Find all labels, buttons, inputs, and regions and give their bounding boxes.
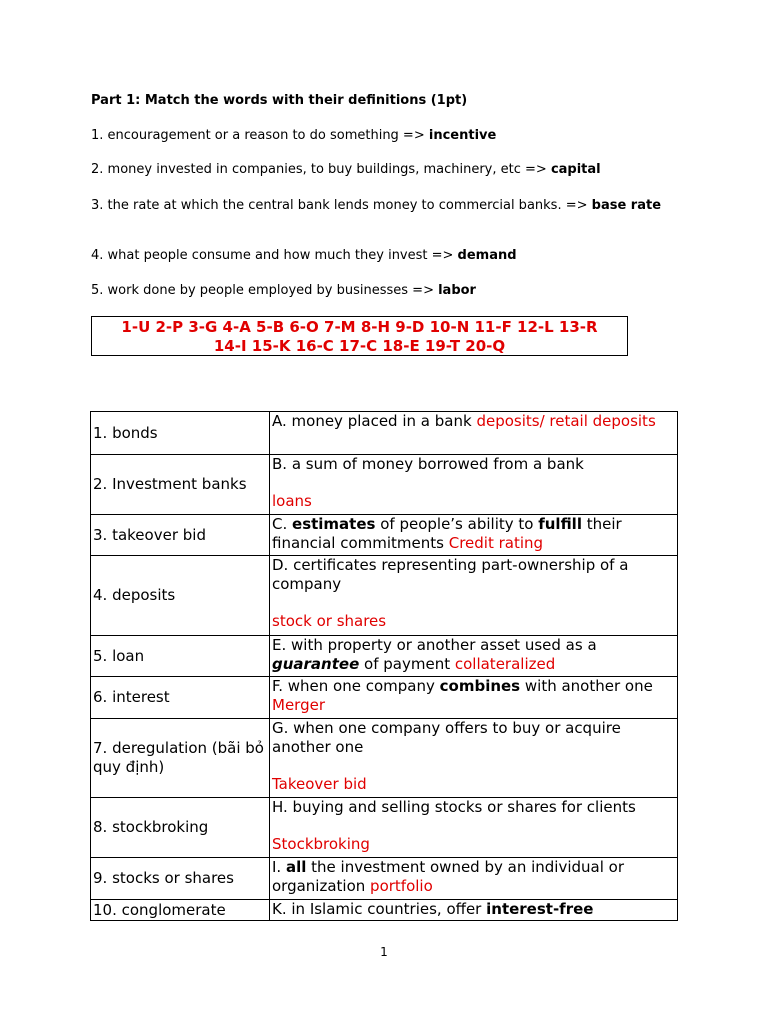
term-cell: 3. takeover bid xyxy=(91,515,270,556)
term-cell: 5. loan xyxy=(91,636,270,677)
question-5: 5. work done by people employed by businesses => labor xyxy=(91,283,476,298)
answer-text: collateralized xyxy=(454,655,556,673)
term-cell: 2. Investment banks xyxy=(91,455,270,515)
answer-key-line-2: 14-I 15-K 16-C 17-C 18-E 19-T 20-Q xyxy=(213,337,506,355)
answer-text: stock or shares xyxy=(272,612,387,630)
table-row xyxy=(91,719,678,798)
table-row xyxy=(91,636,678,677)
question-4-answer: demand xyxy=(457,248,517,263)
term-cell: 4. deposits xyxy=(91,556,270,636)
definition-cell: D. certificates representing part-ownership of a company stock or shares xyxy=(270,556,678,636)
term-cell: 10. conglomerate xyxy=(91,900,270,921)
definition-cell: F. when one company combines with another one Merger xyxy=(270,677,678,719)
question-3: 3. the rate at which the central bank lends money to commercial banks. => base rate xyxy=(91,198,662,213)
matching-table xyxy=(90,411,678,921)
answer-key-box xyxy=(91,316,628,356)
definition-cell: A. money placed in a bank deposits/ retail deposits xyxy=(270,412,678,455)
table-row xyxy=(91,900,678,921)
answer-key-line-1: 1-U 2-P 3-G 4-A 5-B 6-O 7-M 8-H 9-D 10-N 11-F 12-L 13-R xyxy=(121,318,598,336)
question-5-answer: labor xyxy=(438,283,476,298)
answer-text: loans xyxy=(272,492,312,510)
table-row xyxy=(91,677,678,719)
answer-text: portfolio xyxy=(370,877,433,895)
table-row xyxy=(91,412,678,455)
definition-cell: K. in Islamic countries, offer interest-free xyxy=(270,900,678,921)
question-1-answer: incentive xyxy=(428,128,497,143)
table-row xyxy=(91,455,678,515)
question-2-answer: capital xyxy=(550,162,601,177)
question-2: 2. money invested in companies, to buy buildings, machinery, etc => capital xyxy=(91,162,601,177)
term-cell: 1. bonds xyxy=(91,412,270,455)
answer-text: deposits/ retail deposits xyxy=(476,412,656,430)
definition-cell: H. buying and selling stocks or shares for clients Stockbroking xyxy=(270,798,678,858)
answer-text: Merger xyxy=(272,696,325,714)
table-row xyxy=(91,798,678,858)
term-cell: 7. deregulation (bãi bỏ quy định) xyxy=(91,719,270,798)
definition-cell: C. estimates of people’s ability to fulfill their financial commitments Credit rating xyxy=(270,515,678,556)
definition-cell: E. with property or another asset used as a guarantee of payment collateralized xyxy=(270,636,678,677)
question-3-answer: base rate xyxy=(591,198,662,213)
page-number: 1 xyxy=(380,945,388,959)
table-row xyxy=(91,556,678,636)
question-4: 4. what people consume and how much they invest => demand xyxy=(91,248,517,263)
table-row xyxy=(91,515,678,556)
question-1: 1. encouragement or a reason to do something => incentive xyxy=(91,128,497,143)
part-heading: Part 1: Match the words with their definitions (1pt) xyxy=(91,93,468,108)
term-cell: 9. stocks or shares xyxy=(91,858,270,900)
term-cell: 8. stockbroking xyxy=(91,798,270,858)
answer-text: Takeover bid xyxy=(272,775,367,793)
answer-text: Stockbroking xyxy=(272,835,370,853)
answer-text: Credit rating xyxy=(448,534,544,552)
table-row xyxy=(91,858,678,900)
term-cell: 6. interest xyxy=(91,677,270,719)
definition-cell: G. when one company offers to buy or acquire another one Takeover bid xyxy=(270,719,678,798)
definition-cell: B. a sum of money borrowed from a bank loans xyxy=(270,455,678,515)
definition-cell: I. all the investment owned by an individual or organization portfolio xyxy=(270,858,678,900)
